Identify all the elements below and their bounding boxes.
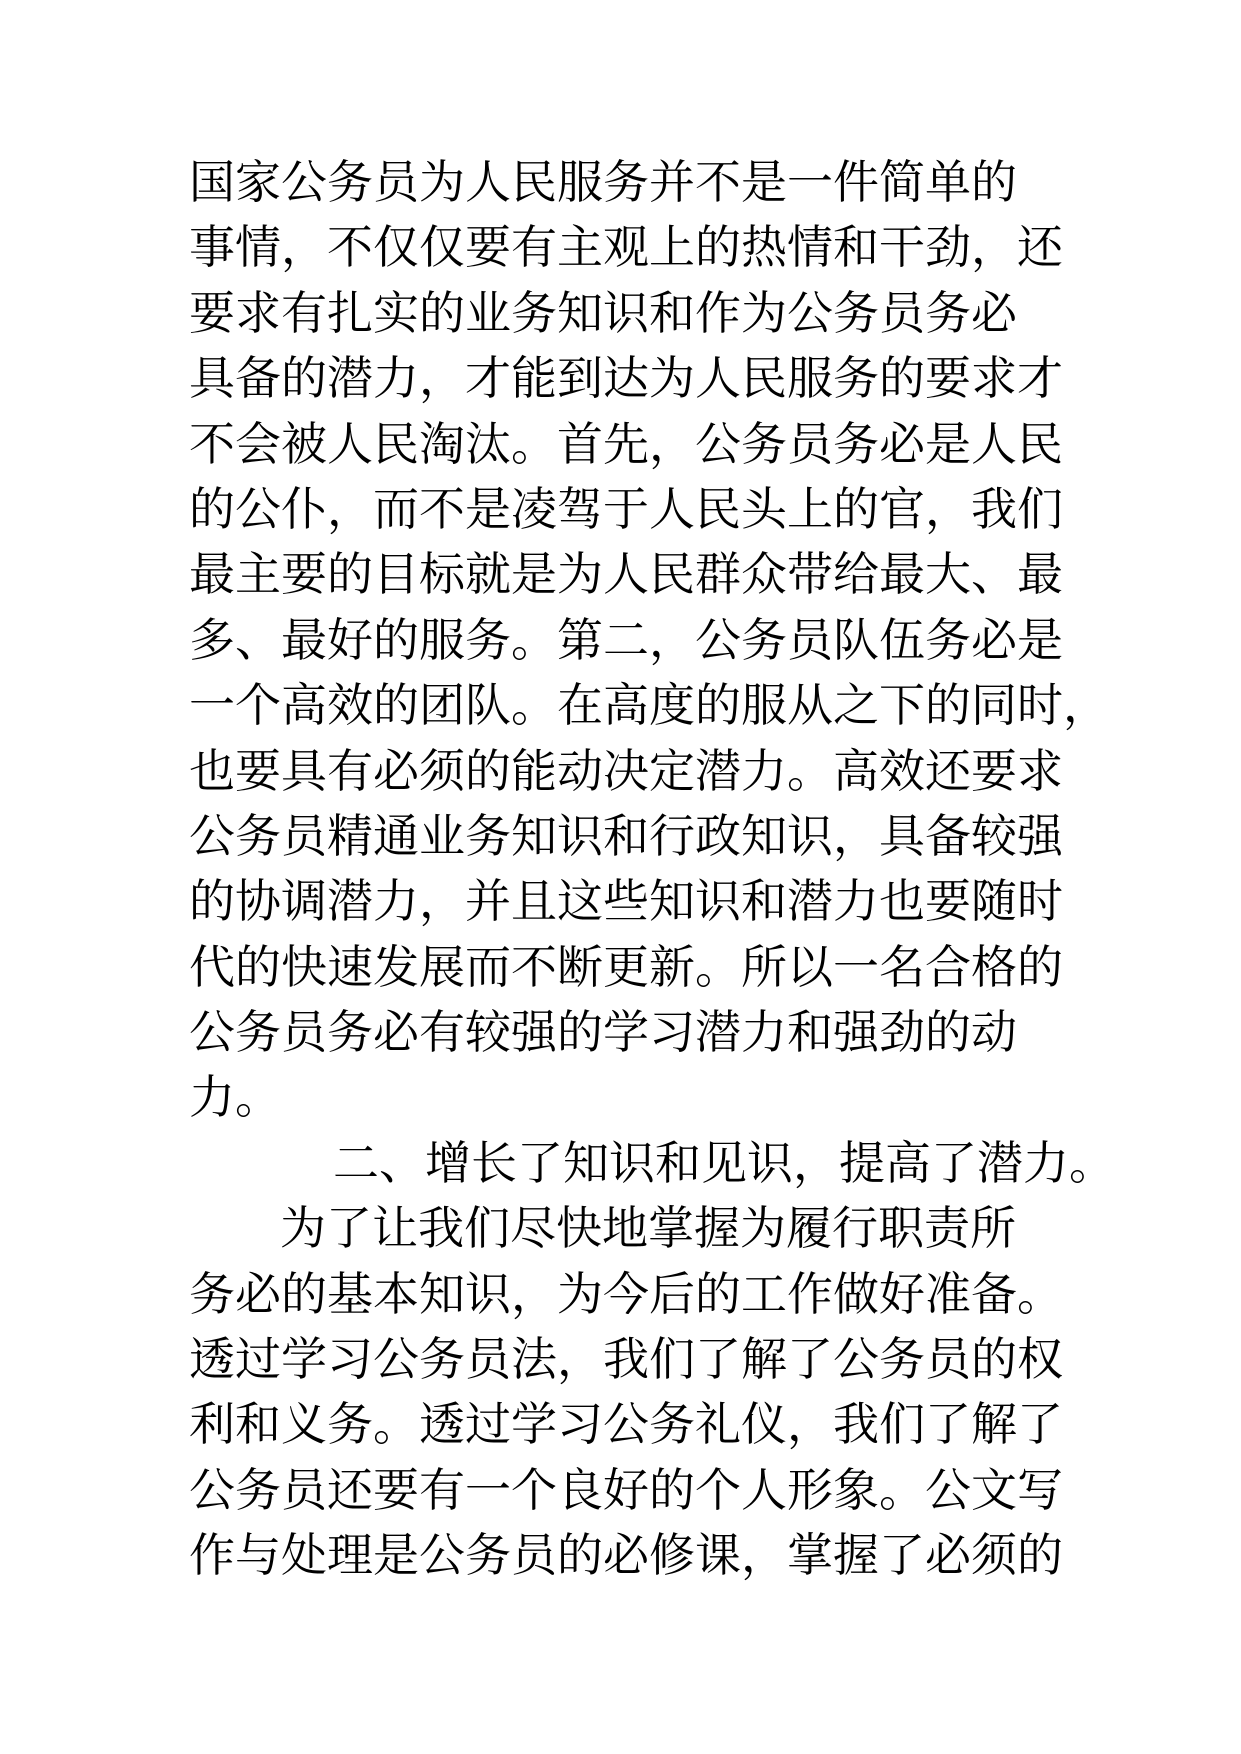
text-line: 最主要的目标就是为人民群众带给最大、最 bbox=[189, 549, 1063, 601]
text-line: 也要具有必须的能动决定潜力。高效还要求 bbox=[189, 745, 1063, 797]
text-line: 不会被人民淘汰。首先，公务员务必是人民 bbox=[189, 418, 1063, 470]
text-line: 具备的潜力，才能到达为人民服务的要求才 bbox=[189, 353, 1063, 405]
text-line: 作与处理是公务员的必修课，掌握了必须的 bbox=[189, 1530, 1063, 1582]
document-text bbox=[189, 150, 1115, 1589]
text-line: 事情，不仅仅要有主观上的热情和干劲，还 bbox=[189, 222, 1063, 274]
text-line: 力。 bbox=[189, 1072, 281, 1124]
text-line: 利和义务。透过学习公务礼仪，我们了解了 bbox=[189, 1399, 1063, 1451]
text-line: 透过学习公务员法，我们了解了公务员的权 bbox=[189, 1334, 1063, 1386]
text-line-section-heading: 二、增长了知识和见识，提高了潜力。 bbox=[333, 1137, 1115, 1189]
text-line-paragraph-start: 为了让我们尽快地掌握为履行职责所 bbox=[280, 1203, 1016, 1255]
text-line: 代的快速发展而不断更新。所以一名合格的 bbox=[189, 941, 1063, 993]
text-line: 公务员务必有较强的学习潜力和强劲的动 bbox=[189, 1007, 1017, 1059]
text-line: 要求有扎实的业务知识和作为公务员务必 bbox=[189, 287, 1017, 339]
text-line: 的公仆，而不是凌驾于人民头上的官，我们 bbox=[189, 483, 1063, 535]
text-line: 公务员还要有一个良好的个人形象。公文写 bbox=[189, 1464, 1063, 1516]
text-line: 务必的基本知识，为今后的工作做好准备。 bbox=[189, 1268, 1063, 1320]
text-line: 多、最好的服务。第二，公务员队伍务必是 bbox=[189, 614, 1063, 666]
text-line: 的协调潜力，并且这些知识和潜力也要随时 bbox=[189, 876, 1063, 928]
text-line: 国家公务员为人民服务并不是一件简单的 bbox=[189, 157, 1017, 208]
text-line: 公务员精通业务知识和行政知识，具备较强 bbox=[189, 810, 1063, 862]
text-line: 一个高效的团队。在高度的服从之下的同时， bbox=[189, 680, 1109, 732]
